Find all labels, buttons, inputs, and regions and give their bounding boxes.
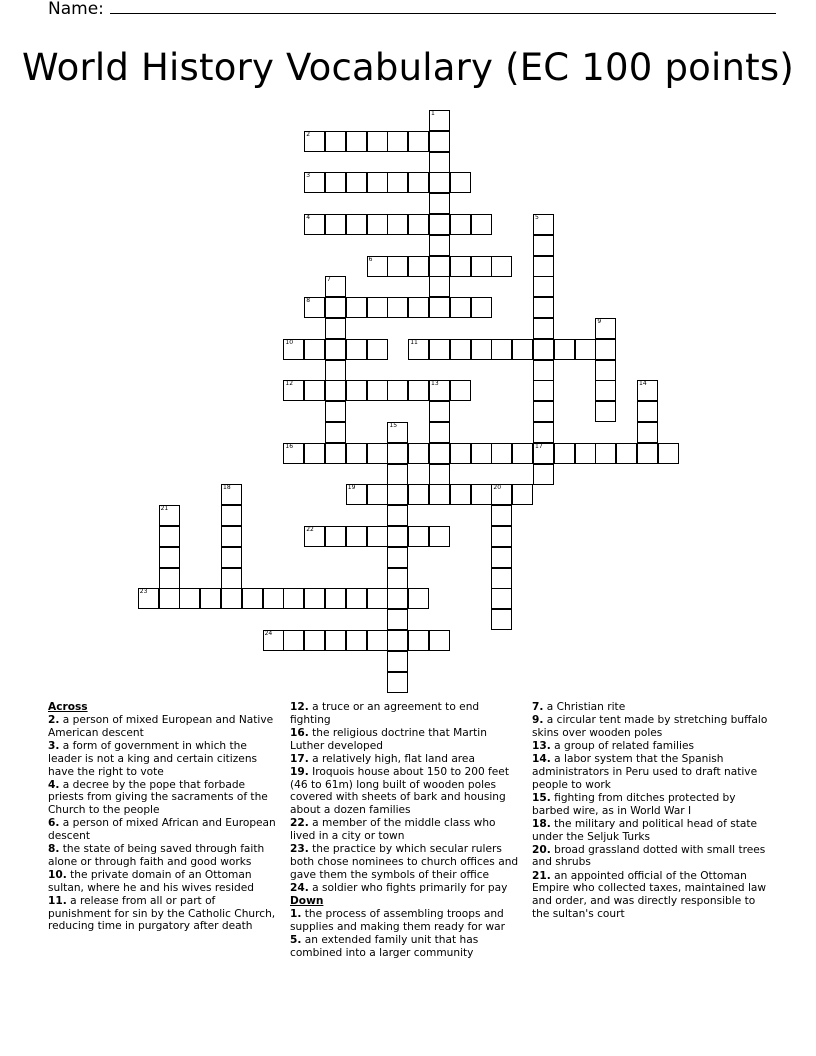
grid-cell[interactable] bbox=[429, 422, 450, 443]
grid-cell[interactable] bbox=[595, 318, 616, 339]
grid-cell[interactable] bbox=[429, 339, 450, 360]
grid-cell[interactable] bbox=[242, 588, 263, 609]
clue-item bbox=[290, 843, 522, 881]
across-clue-list-continued bbox=[290, 701, 522, 895]
grid-cell[interactable] bbox=[408, 339, 429, 360]
grid-cell[interactable] bbox=[159, 547, 180, 568]
clue-text: a form of government in which the leader is not a king and certain citizens have the right to vote bbox=[48, 740, 258, 778]
grid-cell[interactable] bbox=[595, 401, 616, 422]
clue-item bbox=[48, 869, 278, 894]
across-header: Across bbox=[48, 701, 88, 713]
clue-item bbox=[290, 817, 522, 842]
clue-number: 18 bbox=[223, 484, 231, 492]
clue-text: a circular tent made by stretching buffalo skins over wooden poles bbox=[532, 714, 768, 739]
clue-number: 11. bbox=[48, 895, 67, 908]
grid-cell[interactable] bbox=[325, 318, 346, 339]
grid-cell[interactable] bbox=[450, 172, 471, 193]
grid-cell[interactable] bbox=[471, 297, 492, 318]
grid-cell[interactable] bbox=[221, 588, 242, 609]
grid-cell[interactable] bbox=[429, 464, 450, 485]
grid-cell[interactable] bbox=[221, 547, 242, 568]
grid-cell[interactable] bbox=[554, 443, 575, 464]
clue-number: 20. bbox=[532, 843, 551, 856]
grid-cell[interactable] bbox=[429, 214, 450, 235]
grid-cell[interactable] bbox=[387, 505, 408, 526]
clue-item bbox=[532, 792, 772, 817]
clue-item bbox=[532, 740, 772, 753]
clue-number: 2 bbox=[306, 130, 311, 138]
clue-number: 24. bbox=[290, 881, 309, 894]
grid-cell[interactable] bbox=[408, 131, 429, 152]
clues-column-2 bbox=[290, 701, 522, 960]
grid-cell[interactable] bbox=[325, 422, 346, 443]
grid-cell[interactable] bbox=[450, 214, 471, 235]
clue-item bbox=[532, 714, 772, 739]
clue-number: 2. bbox=[48, 714, 60, 727]
grid-cell[interactable] bbox=[179, 588, 200, 609]
clue-number: 1. bbox=[290, 908, 302, 921]
grid-cell[interactable] bbox=[283, 443, 304, 464]
grid-cell[interactable] bbox=[304, 214, 325, 235]
grid-cell[interactable] bbox=[367, 630, 388, 651]
grid-cell[interactable] bbox=[346, 131, 367, 152]
grid-cell[interactable] bbox=[367, 339, 388, 360]
grid-cell[interactable] bbox=[533, 360, 554, 381]
clue-item bbox=[48, 740, 278, 778]
clue-item bbox=[48, 817, 278, 842]
grid-cell[interactable] bbox=[325, 443, 346, 464]
grid-cell[interactable] bbox=[346, 380, 367, 401]
grid-cell[interactable] bbox=[387, 672, 408, 693]
grid-cell[interactable] bbox=[159, 568, 180, 589]
clue-number: 9. bbox=[532, 714, 544, 727]
grid-cell[interactable] bbox=[408, 380, 429, 401]
grid-cell[interactable] bbox=[159, 505, 180, 526]
grid-cell[interactable] bbox=[387, 172, 408, 193]
grid-cell[interactable] bbox=[325, 401, 346, 422]
grid-cell[interactable] bbox=[283, 630, 304, 651]
clue-number: 10 bbox=[285, 338, 294, 346]
grid-cell[interactable] bbox=[450, 339, 471, 360]
grid-cell[interactable] bbox=[159, 526, 180, 547]
grid-cell[interactable] bbox=[408, 256, 429, 277]
clue-number: 15 bbox=[389, 422, 398, 429]
grid-cell[interactable] bbox=[616, 443, 637, 464]
clue-number: 17 bbox=[535, 442, 543, 450]
clue-item bbox=[290, 908, 522, 933]
grid-cell[interactable] bbox=[533, 318, 554, 339]
grid-cell[interactable] bbox=[387, 380, 408, 401]
grid-cell[interactable] bbox=[658, 443, 679, 464]
grid-cell[interactable] bbox=[491, 588, 512, 609]
grid-cell[interactable] bbox=[429, 256, 450, 277]
grid-cell[interactable] bbox=[304, 339, 325, 360]
grid-cell[interactable] bbox=[221, 505, 242, 526]
clue-number: 3 bbox=[306, 172, 311, 180]
clue-text: a labor system that the Spanish administrators in Peru used to draft native people to work bbox=[532, 753, 758, 791]
grid-cell[interactable] bbox=[533, 297, 554, 318]
clue-number: 6 bbox=[368, 255, 373, 263]
grid-cell[interactable] bbox=[429, 380, 450, 401]
clue-item bbox=[290, 766, 522, 817]
grid-cell[interactable] bbox=[512, 443, 533, 464]
grid-cell[interactable] bbox=[408, 630, 429, 651]
grid-cell[interactable] bbox=[387, 547, 408, 568]
grid-cell[interactable] bbox=[491, 339, 512, 360]
clue-number: 8 bbox=[306, 297, 311, 305]
grid-cell[interactable] bbox=[138, 588, 159, 609]
clue-number: 19 bbox=[347, 484, 356, 492]
grid-cell[interactable] bbox=[387, 422, 408, 443]
grid-cell[interactable] bbox=[221, 484, 242, 505]
clue-text: a truce or an agreement to end fighting bbox=[290, 701, 480, 726]
grid-cell[interactable] bbox=[408, 297, 429, 318]
grid-cell[interactable] bbox=[429, 276, 450, 297]
grid-cell[interactable] bbox=[367, 297, 388, 318]
grid-cell[interactable] bbox=[429, 297, 450, 318]
grid-cell[interactable] bbox=[325, 172, 346, 193]
clue-number: 1 bbox=[431, 110, 435, 117]
grid-cell[interactable] bbox=[408, 526, 429, 547]
grid-cell[interactable] bbox=[429, 484, 450, 505]
clue-number: 12 bbox=[285, 380, 294, 388]
grid-cell[interactable] bbox=[263, 630, 284, 651]
clue-item bbox=[48, 843, 278, 868]
grid-cell[interactable] bbox=[533, 214, 554, 235]
grid-cell[interactable] bbox=[387, 568, 408, 589]
grid-cell[interactable] bbox=[304, 588, 325, 609]
grid-cell[interactable] bbox=[387, 630, 408, 651]
grid-cell[interactable] bbox=[367, 380, 388, 401]
grid-cell[interactable] bbox=[533, 276, 554, 297]
grid-cell[interactable] bbox=[367, 256, 388, 277]
grid-cell[interactable] bbox=[491, 256, 512, 277]
clue-text: a Christian rite bbox=[546, 701, 626, 713]
clue-text: Iroquois house about 150 to 200 feet (46 to 61m) long built of wooden poles covered with sheets of bark and housing about a dozen families bbox=[290, 766, 509, 817]
grid-cell[interactable] bbox=[367, 214, 388, 235]
clues-column-1 bbox=[48, 701, 278, 934]
clue-number: 9 bbox=[597, 318, 602, 325]
clue-text: fighting from ditches protected by barbed wire, as in World War I bbox=[532, 791, 736, 817]
grid-cell[interactable] bbox=[429, 401, 450, 422]
clue-number: 14. bbox=[532, 753, 551, 766]
grid-cell[interactable] bbox=[304, 297, 325, 318]
grid-cell[interactable] bbox=[533, 464, 554, 485]
grid-cell[interactable] bbox=[387, 609, 408, 630]
clue-number: 7. bbox=[532, 701, 544, 713]
grid-cell[interactable] bbox=[283, 588, 304, 609]
clue-number: 8. bbox=[48, 843, 60, 856]
grid-cell[interactable] bbox=[554, 339, 575, 360]
grid-cell[interactable] bbox=[367, 588, 388, 609]
grid-cell[interactable] bbox=[637, 401, 658, 422]
grid-cell[interactable] bbox=[283, 339, 304, 360]
grid-cell[interactable] bbox=[429, 131, 450, 152]
clue-number: 10. bbox=[48, 869, 67, 882]
grid-cell[interactable] bbox=[325, 339, 346, 360]
grid-cell[interactable] bbox=[491, 547, 512, 568]
grid-cell[interactable] bbox=[346, 484, 367, 505]
clue-number: 11 bbox=[410, 338, 418, 346]
grid-cell[interactable] bbox=[325, 588, 346, 609]
clue-item bbox=[532, 844, 772, 869]
name-label: Name: bbox=[48, 0, 104, 19]
grid-cell[interactable] bbox=[471, 214, 492, 235]
clue-number: 20 bbox=[493, 484, 502, 492]
clue-text: a person of mixed African and European descent bbox=[48, 817, 276, 843]
grid-cell[interactable] bbox=[408, 588, 429, 609]
clue-item bbox=[532, 753, 772, 791]
clue-text: a member of the middle class who lived in a city or town bbox=[290, 817, 496, 843]
down-clue-list-continued bbox=[532, 701, 772, 920]
grid-cell[interactable] bbox=[429, 172, 450, 193]
grid-cell[interactable] bbox=[304, 526, 325, 547]
grid-cell[interactable] bbox=[325, 380, 346, 401]
grid-cell[interactable] bbox=[304, 172, 325, 193]
clue-number: 7 bbox=[327, 276, 331, 284]
grid-cell[interactable] bbox=[367, 172, 388, 193]
grid-cell[interactable] bbox=[346, 297, 367, 318]
grid-cell[interactable] bbox=[159, 588, 180, 609]
grid-cell[interactable] bbox=[387, 484, 408, 505]
grid-cell[interactable] bbox=[575, 339, 596, 360]
grid-cell[interactable] bbox=[367, 526, 388, 547]
grid-cell[interactable] bbox=[429, 110, 450, 131]
grid-cell[interactable] bbox=[533, 443, 554, 464]
grid-cell[interactable] bbox=[533, 235, 554, 256]
grid-cell[interactable] bbox=[471, 256, 492, 277]
grid-cell[interactable] bbox=[325, 360, 346, 381]
grid-cell[interactable] bbox=[387, 131, 408, 152]
grid-cell[interactable] bbox=[491, 505, 512, 526]
grid-cell[interactable] bbox=[450, 256, 471, 277]
grid-cell[interactable] bbox=[533, 380, 554, 401]
clue-text: a soldier who fights primarily for pay bbox=[312, 881, 508, 894]
clue-text: the military and political head of state under the Seljuk Turks bbox=[532, 817, 758, 843]
clue-text: an appointed official of the Ottoman Empire who collected taxes, maintained law and order, and was directly responsible to the sultan's court bbox=[532, 869, 767, 920]
clue-item bbox=[532, 818, 772, 843]
clue-text: broad grassland dotted with small trees and shrubs bbox=[532, 843, 766, 869]
puzzle-title: World History Vocabulary (EC 100 points) bbox=[22, 46, 794, 89]
grid-cell[interactable] bbox=[387, 443, 408, 464]
grid-cell[interactable] bbox=[471, 339, 492, 360]
grid-cell[interactable] bbox=[304, 131, 325, 152]
clue-text: the religious doctrine that Martin Luther developed bbox=[290, 726, 487, 752]
grid-cell[interactable] bbox=[346, 443, 367, 464]
clue-number: 16. bbox=[290, 726, 309, 739]
grid-cell[interactable] bbox=[637, 443, 658, 464]
clue-number: 18. bbox=[532, 817, 551, 830]
clue-number: 17. bbox=[290, 752, 309, 765]
grid-cell[interactable] bbox=[450, 297, 471, 318]
clue-item bbox=[290, 727, 522, 752]
grid-cell[interactable] bbox=[595, 380, 616, 401]
grid-cell[interactable] bbox=[429, 526, 450, 547]
grid-cell[interactable] bbox=[491, 526, 512, 547]
clue-number: 13 bbox=[431, 380, 439, 388]
grid-cell[interactable] bbox=[387, 256, 408, 277]
down-clue-list bbox=[290, 908, 522, 959]
clue-item bbox=[290, 753, 522, 766]
grid-cell[interactable] bbox=[346, 526, 367, 547]
grid-cell[interactable] bbox=[325, 526, 346, 547]
grid-cell[interactable] bbox=[408, 172, 429, 193]
clue-text: a person of mixed European and Native American descent bbox=[48, 714, 274, 739]
clue-number: 23. bbox=[290, 843, 309, 856]
clue-item bbox=[290, 882, 522, 895]
clue-number: 24 bbox=[264, 630, 273, 637]
grid-cell[interactable] bbox=[429, 193, 450, 214]
grid-cell[interactable] bbox=[221, 568, 242, 589]
grid-cell[interactable] bbox=[346, 630, 367, 651]
grid-cell[interactable] bbox=[325, 630, 346, 651]
clue-text: the state of being saved through faith alone or through faith and good works bbox=[48, 843, 265, 868]
grid-cell[interactable] bbox=[408, 214, 429, 235]
clue-number: 22. bbox=[290, 817, 309, 830]
grid-cell[interactable] bbox=[283, 380, 304, 401]
clue-number: 16 bbox=[285, 442, 294, 450]
grid-cell[interactable] bbox=[387, 526, 408, 547]
clue-number: 4 bbox=[306, 214, 311, 221]
grid-cell[interactable] bbox=[221, 526, 242, 547]
grid-cell[interactable] bbox=[367, 443, 388, 464]
grid-cell[interactable] bbox=[367, 484, 388, 505]
clue-text: a relatively high, flat land area bbox=[312, 752, 475, 765]
grid-cell[interactable] bbox=[491, 568, 512, 589]
grid-cell[interactable] bbox=[304, 380, 325, 401]
clue-number: 4. bbox=[48, 778, 60, 791]
clue-item bbox=[48, 714, 278, 739]
grid-cell[interactable] bbox=[429, 443, 450, 464]
grid-cell[interactable] bbox=[387, 651, 408, 672]
grid-cell[interactable] bbox=[304, 443, 325, 464]
clues-column-3 bbox=[532, 701, 772, 921]
across-clue-list bbox=[48, 714, 278, 933]
clue-number: 15. bbox=[532, 791, 551, 804]
clue-item bbox=[532, 701, 772, 714]
clue-item bbox=[48, 895, 278, 933]
grid-cell[interactable] bbox=[325, 131, 346, 152]
grid-cell[interactable] bbox=[387, 464, 408, 485]
grid-cell[interactable] bbox=[512, 339, 533, 360]
clue-text: the practice by which secular rulers both chose nominees to church offices and gave them the symbols of their office bbox=[290, 843, 519, 881]
grid-cell[interactable] bbox=[429, 152, 450, 173]
clue-item bbox=[48, 779, 278, 817]
clue-text: a decree by the pope that forbade priests from giving the sacraments of the Church to the people bbox=[48, 778, 268, 817]
grid-cell[interactable] bbox=[263, 588, 284, 609]
clue-number: 21 bbox=[160, 505, 169, 513]
grid-cell[interactable] bbox=[512, 484, 533, 505]
grid-cell[interactable] bbox=[429, 630, 450, 651]
grid-cell[interactable] bbox=[450, 443, 471, 464]
grid-cell[interactable] bbox=[471, 443, 492, 464]
grid-cell[interactable] bbox=[533, 339, 554, 360]
clue-number: 19. bbox=[290, 766, 309, 779]
grid-cell[interactable] bbox=[450, 380, 471, 401]
clue-number: 22 bbox=[306, 526, 314, 533]
grid-cell[interactable] bbox=[200, 588, 221, 609]
grid-cell[interactable] bbox=[387, 214, 408, 235]
clue-text: the process of assembling troops and supplies and making them ready for war bbox=[290, 908, 505, 933]
grid-cell[interactable] bbox=[575, 443, 596, 464]
clue-number: 21. bbox=[532, 869, 551, 882]
grid-cell[interactable] bbox=[346, 339, 367, 360]
clue-number: 13. bbox=[532, 740, 551, 753]
clue-number: 6. bbox=[48, 817, 60, 830]
grid-cell[interactable] bbox=[346, 172, 367, 193]
clue-item bbox=[290, 934, 522, 959]
grid-cell[interactable] bbox=[637, 380, 658, 401]
grid-cell[interactable] bbox=[471, 484, 492, 505]
grid-cell[interactable] bbox=[325, 297, 346, 318]
clue-number: 3. bbox=[48, 740, 60, 753]
clue-number: 5 bbox=[535, 214, 539, 221]
grid-cell[interactable] bbox=[595, 443, 616, 464]
grid-cell[interactable] bbox=[346, 588, 367, 609]
clue-item bbox=[532, 870, 772, 921]
grid-cell[interactable] bbox=[387, 588, 408, 609]
grid-cell[interactable] bbox=[533, 422, 554, 443]
grid-cell[interactable] bbox=[491, 443, 512, 464]
clue-number: 23 bbox=[139, 588, 148, 596]
grid-cell[interactable] bbox=[408, 443, 429, 464]
clue-text: an extended family unit that has combined into a larger community bbox=[290, 934, 479, 959]
grid-cell[interactable] bbox=[346, 214, 367, 235]
grid-cell[interactable] bbox=[408, 484, 429, 505]
clue-number: 12. bbox=[290, 701, 309, 713]
grid-cell[interactable] bbox=[491, 484, 512, 505]
clue-text: a release from all or part of punishment for sin by the Catholic Church, reducing time in purgatory after death bbox=[48, 895, 276, 933]
grid-cell[interactable] bbox=[637, 422, 658, 443]
grid-cell[interactable] bbox=[367, 131, 388, 152]
grid-cell[interactable] bbox=[429, 235, 450, 256]
grid-cell[interactable] bbox=[387, 297, 408, 318]
down-header: Down bbox=[290, 895, 324, 908]
grid-cell[interactable] bbox=[595, 360, 616, 381]
clue-text: the private domain of an Ottoman sultan, where he and his wives resided bbox=[48, 869, 254, 894]
grid-cell[interactable] bbox=[325, 276, 346, 297]
clue-text: a group of related families bbox=[554, 740, 694, 753]
grid-cell[interactable] bbox=[325, 214, 346, 235]
grid-cell[interactable] bbox=[491, 609, 512, 630]
grid-cell[interactable] bbox=[533, 401, 554, 422]
grid-cell[interactable] bbox=[304, 630, 325, 651]
clue-number: 14 bbox=[639, 380, 647, 388]
grid-cell[interactable] bbox=[450, 484, 471, 505]
clue-number: 5. bbox=[290, 934, 302, 947]
clue-item bbox=[290, 701, 522, 726]
grid-cell[interactable] bbox=[595, 339, 616, 360]
grid-cell[interactable] bbox=[533, 256, 554, 277]
